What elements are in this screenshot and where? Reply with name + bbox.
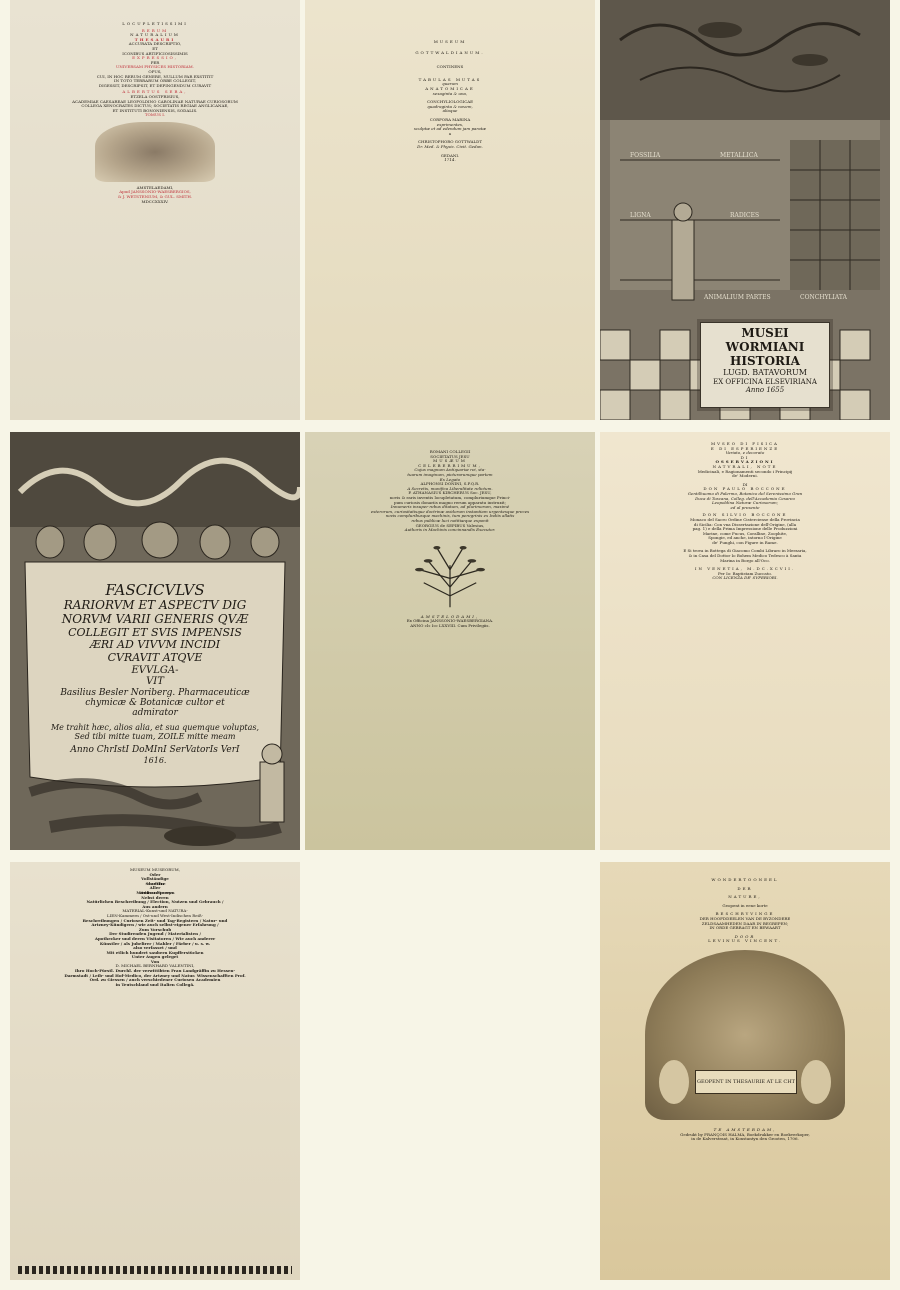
- author-line: chymicæ & Botanicæ cultor et: [85, 698, 225, 709]
- putto-figure: [801, 1060, 831, 1104]
- title-line: ET INSTITUTI BONONIENSIS, SODALIS.: [112, 107, 198, 113]
- author-title-line: in Teutschland und Italien Collegâ.: [115, 981, 195, 987]
- plaque-line: WORMIANI: [725, 339, 805, 354]
- motto-line: Sed tibi mitte tuam, ZOILE mitte meam: [74, 731, 236, 741]
- title-line: Geopent in eene korte: [722, 902, 768, 908]
- title-line: Schau-Bühne: [145, 880, 165, 886]
- title-line: ALPHONSI DONINI, S.P.Q.R.: [420, 481, 480, 487]
- title-line: Variato, e decorato: [725, 450, 765, 456]
- imprint-line: AMSTELODAMI,: [420, 613, 480, 619]
- title-line: IN ORDE GEBRAGT EN BEWAART: [709, 925, 781, 931]
- title-line: MUSÆUM: [433, 458, 467, 464]
- title-line: ed al presente: [730, 504, 760, 510]
- title-line: MATERIAL-Kunst-und NATURA-: [122, 908, 188, 914]
- frontispiece-vignette-image: [95, 122, 215, 182]
- author-line: ALBERTUS SEBA,: [122, 89, 188, 95]
- title-line: de' Moderni.: [732, 473, 758, 479]
- title-line: Mit etlich hundert saubern Kupfferstücken: [106, 949, 204, 955]
- title-line: FASCICVLVS: [105, 581, 205, 599]
- title-line: ICONIBUS ARTIFICIOSISSIMIS: [122, 50, 188, 56]
- title-line: RARIORVM ET ASPECTV DIG: [63, 598, 247, 613]
- title-line: Apothecker und deren Visitatoren / Wie auch anderer: [94, 935, 216, 941]
- author-line: admirator: [132, 708, 178, 719]
- book-title-page-seba[interactable]: [10, 0, 300, 420]
- title-line: DI: [740, 454, 750, 460]
- title-line: NATURE,: [728, 894, 762, 900]
- title-line: MUSEUM MUSEORUM,: [129, 867, 181, 872]
- date-line: MDCCXXXIV.: [141, 198, 169, 204]
- imprint-line: & in Casa del Dottor Io Bohem Medico Tedesco à Santa: [688, 553, 802, 559]
- title-line: RERUM: [141, 27, 169, 33]
- title-line: Authoris in Machinis concinnandis Executor.: [404, 527, 496, 533]
- title-line: de' Funghi, con Figure in Rame.: [712, 539, 778, 545]
- title-line: EVVLGA-: [131, 664, 179, 676]
- title-line: also verfasset / und: [133, 945, 177, 951]
- title-line: Künstler / als Jubelirer / Mahler / Färber / u. s. w.: [99, 940, 211, 946]
- title-line: Materialien und Specereyen: [136, 889, 174, 895]
- title-line: sexaginta & una,: [432, 90, 468, 96]
- date-line: ANNO clↄ Iↄc LXXVIII. Cum Privilegiis.: [410, 622, 490, 628]
- author-line: CHRISTOPHORO GOTTWALDT: [417, 139, 483, 145]
- title-line: quarum: [442, 81, 458, 87]
- imprint-line: Apud JANSSONIO-WAESBERGIOS,: [119, 189, 191, 195]
- title-line: A Secretis, munifica Liberalitate relictum.: [407, 485, 493, 491]
- title-line: Artzney-Kündigern / wie auch selbst-eigener Erfahrung /: [91, 922, 219, 928]
- imprint-line: E Si trova in Bottega di Giacomo Combi Libraro in Merzaria,: [683, 548, 807, 554]
- title-line: CORPORA MARINA: [429, 116, 471, 122]
- volume-line: TOMUS I.: [144, 112, 166, 118]
- title-line: Ex Legato: [439, 476, 461, 482]
- title-line: Cujus magnum Antiquariæ rei, sta-: [414, 467, 486, 473]
- author-title-line: Ord. zu Giessen / auch verschiedener Curiosen Academien: [89, 977, 221, 983]
- title-line: ET: [152, 45, 158, 51]
- title-line: Spongie, ed anche, intorno l'Origine: [708, 535, 782, 541]
- title-line: Aus andern: [142, 903, 168, 909]
- title-line: VIT: [146, 676, 164, 688]
- title-line: CONTINENS: [436, 64, 464, 70]
- title-line: DIGESSIT, DESCRIPSIT, ET DEPINGENDUM CURAVIT: [98, 82, 212, 88]
- title-line: TABULAS MUTAS: [418, 76, 482, 82]
- title-line: UNIVERSAM PHYSICES HISTORIAM.: [115, 64, 194, 70]
- date-line: 1714.: [444, 157, 456, 163]
- imprint-line: GEDANI.: [440, 152, 460, 158]
- title-line: Unter Augen geleget: [131, 954, 179, 960]
- title-line: sculptæ et ad edendum jam paratæ: [413, 126, 487, 132]
- author-line: DON SILVIO BOCCONE: [702, 512, 788, 518]
- title-line: Zum Vorschub: [138, 926, 172, 932]
- title-line: Medicinali, e Ragionamenti secondo i Principij: [697, 468, 793, 474]
- title-line: PER: [150, 59, 160, 65]
- author-title-line: Dr. Med. & Physic. Civit. Gedan.: [417, 143, 483, 149]
- title-line: BESCHRYVINGE: [715, 911, 775, 917]
- title-line: OPUS,: [148, 68, 162, 74]
- title-line: NATURALIUM: [130, 32, 180, 38]
- title-line: aliaque: [442, 108, 458, 114]
- title-line: MVSEO DI FISICA: [711, 441, 779, 446]
- title-line: CONCHYLIOLOGICAE: [426, 99, 474, 105]
- book-title-page-vincent[interactable]: [600, 862, 890, 1280]
- title-line: LOCUPLETISSIMI: [122, 21, 188, 26]
- title-line: Nebst deren: [141, 894, 169, 900]
- author-line: LEVINUS VINCENT.: [708, 938, 782, 944]
- title-line: di Sicilia: Con vna Dissertazione dell'Origine, (alla: [693, 521, 797, 527]
- title-line: Beschreibungen / Curiosen Zeit- und Tag-Registern / Natur- und: [82, 917, 228, 923]
- title-line: Gentilhuomo di Palermo, Botanico del Serenissimo Gran: [687, 490, 803, 496]
- title-line: NATVRALI, NOTE: [712, 463, 778, 469]
- title-line: tuarum imaginum, picturarumque partem: [407, 471, 493, 477]
- title-line: GOTTWALDIANUM.: [415, 49, 485, 55]
- title-line: E DI ESPERIENZE: [710, 445, 780, 451]
- plaque-line: LUGD. BATAVORUM: [723, 368, 807, 378]
- title-line: Monaco del Sacro Ordine Cisterciense della Provincia: [690, 516, 800, 522]
- title-line: ACCURATA DESCRIPTIO,: [128, 41, 182, 47]
- title-line: a: [448, 130, 452, 136]
- title-line: CELEBERRIMUM,: [418, 462, 482, 468]
- title-line: CUI, IN HOC RERUM GENERE, NULLUM PAR EXSTITIT: [96, 73, 214, 79]
- title-line: ZELDSAAMHEDEN DAAR IN BEGREPEN;: [701, 920, 789, 926]
- title-line: NORVM VARII GENERIS QVÆ: [61, 612, 249, 627]
- title-line: quadraginta & novem,: [427, 103, 473, 109]
- plaque-line: HISTORIA: [730, 353, 800, 368]
- cartouche-engraving-image: [645, 950, 845, 1120]
- title-line: Natürlichen Beschreibung / Election, Nutzen und Gebrauch /: [86, 899, 224, 905]
- shelf-label: CONCHYLIATA: [800, 294, 847, 301]
- title-line: COLLEGA XENOCRATES DICTUS; SOCIETATIS REGIAE ANGLICANAE,: [81, 103, 229, 109]
- author-line: GEORGIUS de SEPIBUS Valesius,: [415, 522, 485, 528]
- date-line: 1616.: [143, 755, 167, 765]
- shelf-label: FOSSILIA: [630, 152, 661, 159]
- imprint-line: Per Io: Baptistam Zuccato.: [718, 570, 772, 576]
- title-line: LIEN-Kammern / Ost-und West-Indischen Reiß-: [107, 912, 203, 918]
- title-line: MUSEUM: [433, 39, 467, 44]
- title-line: exprimentes,: [436, 121, 464, 127]
- cartouche-plate: GEOPENT IN THESAURIE AT LE CHT: [695, 1070, 797, 1094]
- title-line: EXPRESSIO,: [132, 55, 178, 61]
- title-line: Marine, come Fucus, Coralline, Zoophite,: [702, 530, 788, 536]
- title-line: ROMANI COLLEGII: [429, 449, 471, 454]
- curtain-text: [30, 582, 280, 765]
- license-line: CON LICENZA DE' SVPERIORI.: [712, 575, 778, 581]
- shelf-label: LIGNA: [630, 212, 651, 219]
- title-line: Oder: [149, 871, 161, 877]
- imprint-line: & J. WETSTENIUM, & GUL. SMITH.: [117, 194, 193, 200]
- title-line: ETZELA OOSTFRISIUS,: [130, 93, 180, 99]
- book-title-page-kircher[interactable]: [305, 432, 595, 850]
- title-line: Innumeris insuper rebus ditatum, ad plurimorum, maximè: [390, 504, 510, 510]
- date-line: Anno ChrIstI DoMInI SerVatorIs VerI: [70, 745, 240, 756]
- title-line: exterorum, curiositatisque doctrinæ avidorum instantiam urgentesque preces: [370, 508, 530, 514]
- title-plaque: [700, 322, 830, 408]
- book-title-page-gottwald[interactable]: [305, 0, 595, 420]
- title-line: DER HOOFDDEELEN VAN DE BYZONDERE: [699, 915, 791, 921]
- imprint-line: TE AMSTERDAM,: [713, 1126, 777, 1132]
- title-line: Leopoldina Naturæ Curiosorum;: [711, 500, 779, 506]
- imprint-line: AMSTELAEDAMI,: [136, 184, 174, 190]
- author-line: DON PAULO BOCCONE: [703, 486, 787, 492]
- title-line: ÆRI AD VIVVM INCIDI: [89, 638, 221, 652]
- book-title-page-valentini[interactable]: [10, 862, 300, 1280]
- title-line: IN TOTO TERRARUM ORBE COLLEGIT,: [114, 78, 196, 84]
- title-line: rebus publicæ luci notitiæque exponit: [411, 517, 489, 523]
- shelf-label: METALLICA: [720, 152, 758, 159]
- title-line: OSSERVAZIONI: [715, 459, 775, 465]
- title-line: THESAURI: [134, 36, 176, 42]
- putto-figure: [659, 1060, 689, 1104]
- author-line: D. MICHAEL BERNHARD VALENTINI,: [115, 963, 195, 969]
- author-line: Basilius Besler Noriberg. Pharmaceuticæ: [60, 687, 250, 698]
- title-line: DI: [742, 481, 748, 487]
- imprint-line: Marina in Borgo all'Oco.: [720, 557, 770, 563]
- title-line: pag. 1) e della Prima Impressione delle Produzzioni: [692, 526, 798, 532]
- imprint-line: in de Kalverstraat, in Konstantyn den Grooten, 1706.: [691, 1136, 799, 1142]
- shelf-label: RADICES: [730, 212, 760, 219]
- title-line: COLLEGIT ET SVIS IMPENSIS: [68, 625, 242, 639]
- title-line: Von: [150, 958, 160, 964]
- imprint-line: Ex Officina JANSSONIO-WAESBERGIANA.: [406, 618, 494, 624]
- motto-line: Me trahit hæc, alios alia, et sua quemque voluptas,: [50, 722, 260, 732]
- title-line: CVRAVIT ATQVE: [107, 651, 203, 665]
- author-title-line: Ihro Hoch-Fürstl. Durchl. der verwittibten Frau Landgräffin zu Hessen-: [74, 968, 236, 974]
- title-line: SOCIETATUS JESU: [430, 453, 470, 459]
- engraving-museum-wormianum[interactable]: [600, 0, 890, 420]
- title-line: DER: [737, 885, 753, 891]
- shelf-label: ANIMALIUM PARTES: [704, 294, 771, 301]
- title-line: WONDERTOONEEL: [711, 877, 779, 882]
- title-line: ACADEMIAE CAESAREAE LEOPOLDINO CAROLINAE NATURAE CURIOSORUM: [72, 98, 238, 104]
- book-title-page-boccone[interactable]: [600, 432, 890, 850]
- title-line: DOOR: [734, 933, 756, 939]
- title-line: Der Studirenden Jugend / Materialisten /: [109, 931, 201, 937]
- title-line: Duca di Toscana, Colleg. dell'Accademia Cesareo: [695, 495, 795, 501]
- plant-woodcut-icon: [400, 539, 500, 609]
- plaque-line: EX OFFICINA ELSEVIRIANA: [713, 377, 817, 386]
- author-line: P. ATHANASIUS KIRCHERUS Soc. JESU,: [408, 490, 492, 496]
- title-line: pum curiosis donariis magno rerum apparatu instruxit;: [394, 499, 506, 505]
- plaque-line: Anno 1655: [745, 385, 785, 394]
- imprint-line: IN VENETIA, M.DC.XCVII.: [694, 566, 796, 572]
- title-line: ANATOMICAE: [425, 85, 475, 91]
- plaque-line: MUSEI: [741, 326, 789, 340]
- title-line: novis compluribusque machinis, tum peregrinis ex Indiis allatis: [385, 513, 515, 519]
- title-line: novis & raris inventis locupletatum, compluriumque Princi-: [389, 494, 511, 500]
- ornament-border: [18, 1266, 292, 1274]
- title-line: Vollständige: [141, 876, 169, 882]
- author-title-line: Darmstadt / Leib- und Hof-Medico, der Artzney und Natur. Wissenschafften Prof.: [64, 972, 246, 978]
- title-line: Aller: [149, 885, 161, 891]
- imprint-line: Gedrukt by FRANÇOIS HALMA, Boekdrukker en Boekverkoper,: [680, 1131, 810, 1137]
- engraving-besler-fasciculus[interactable]: [10, 432, 300, 850]
